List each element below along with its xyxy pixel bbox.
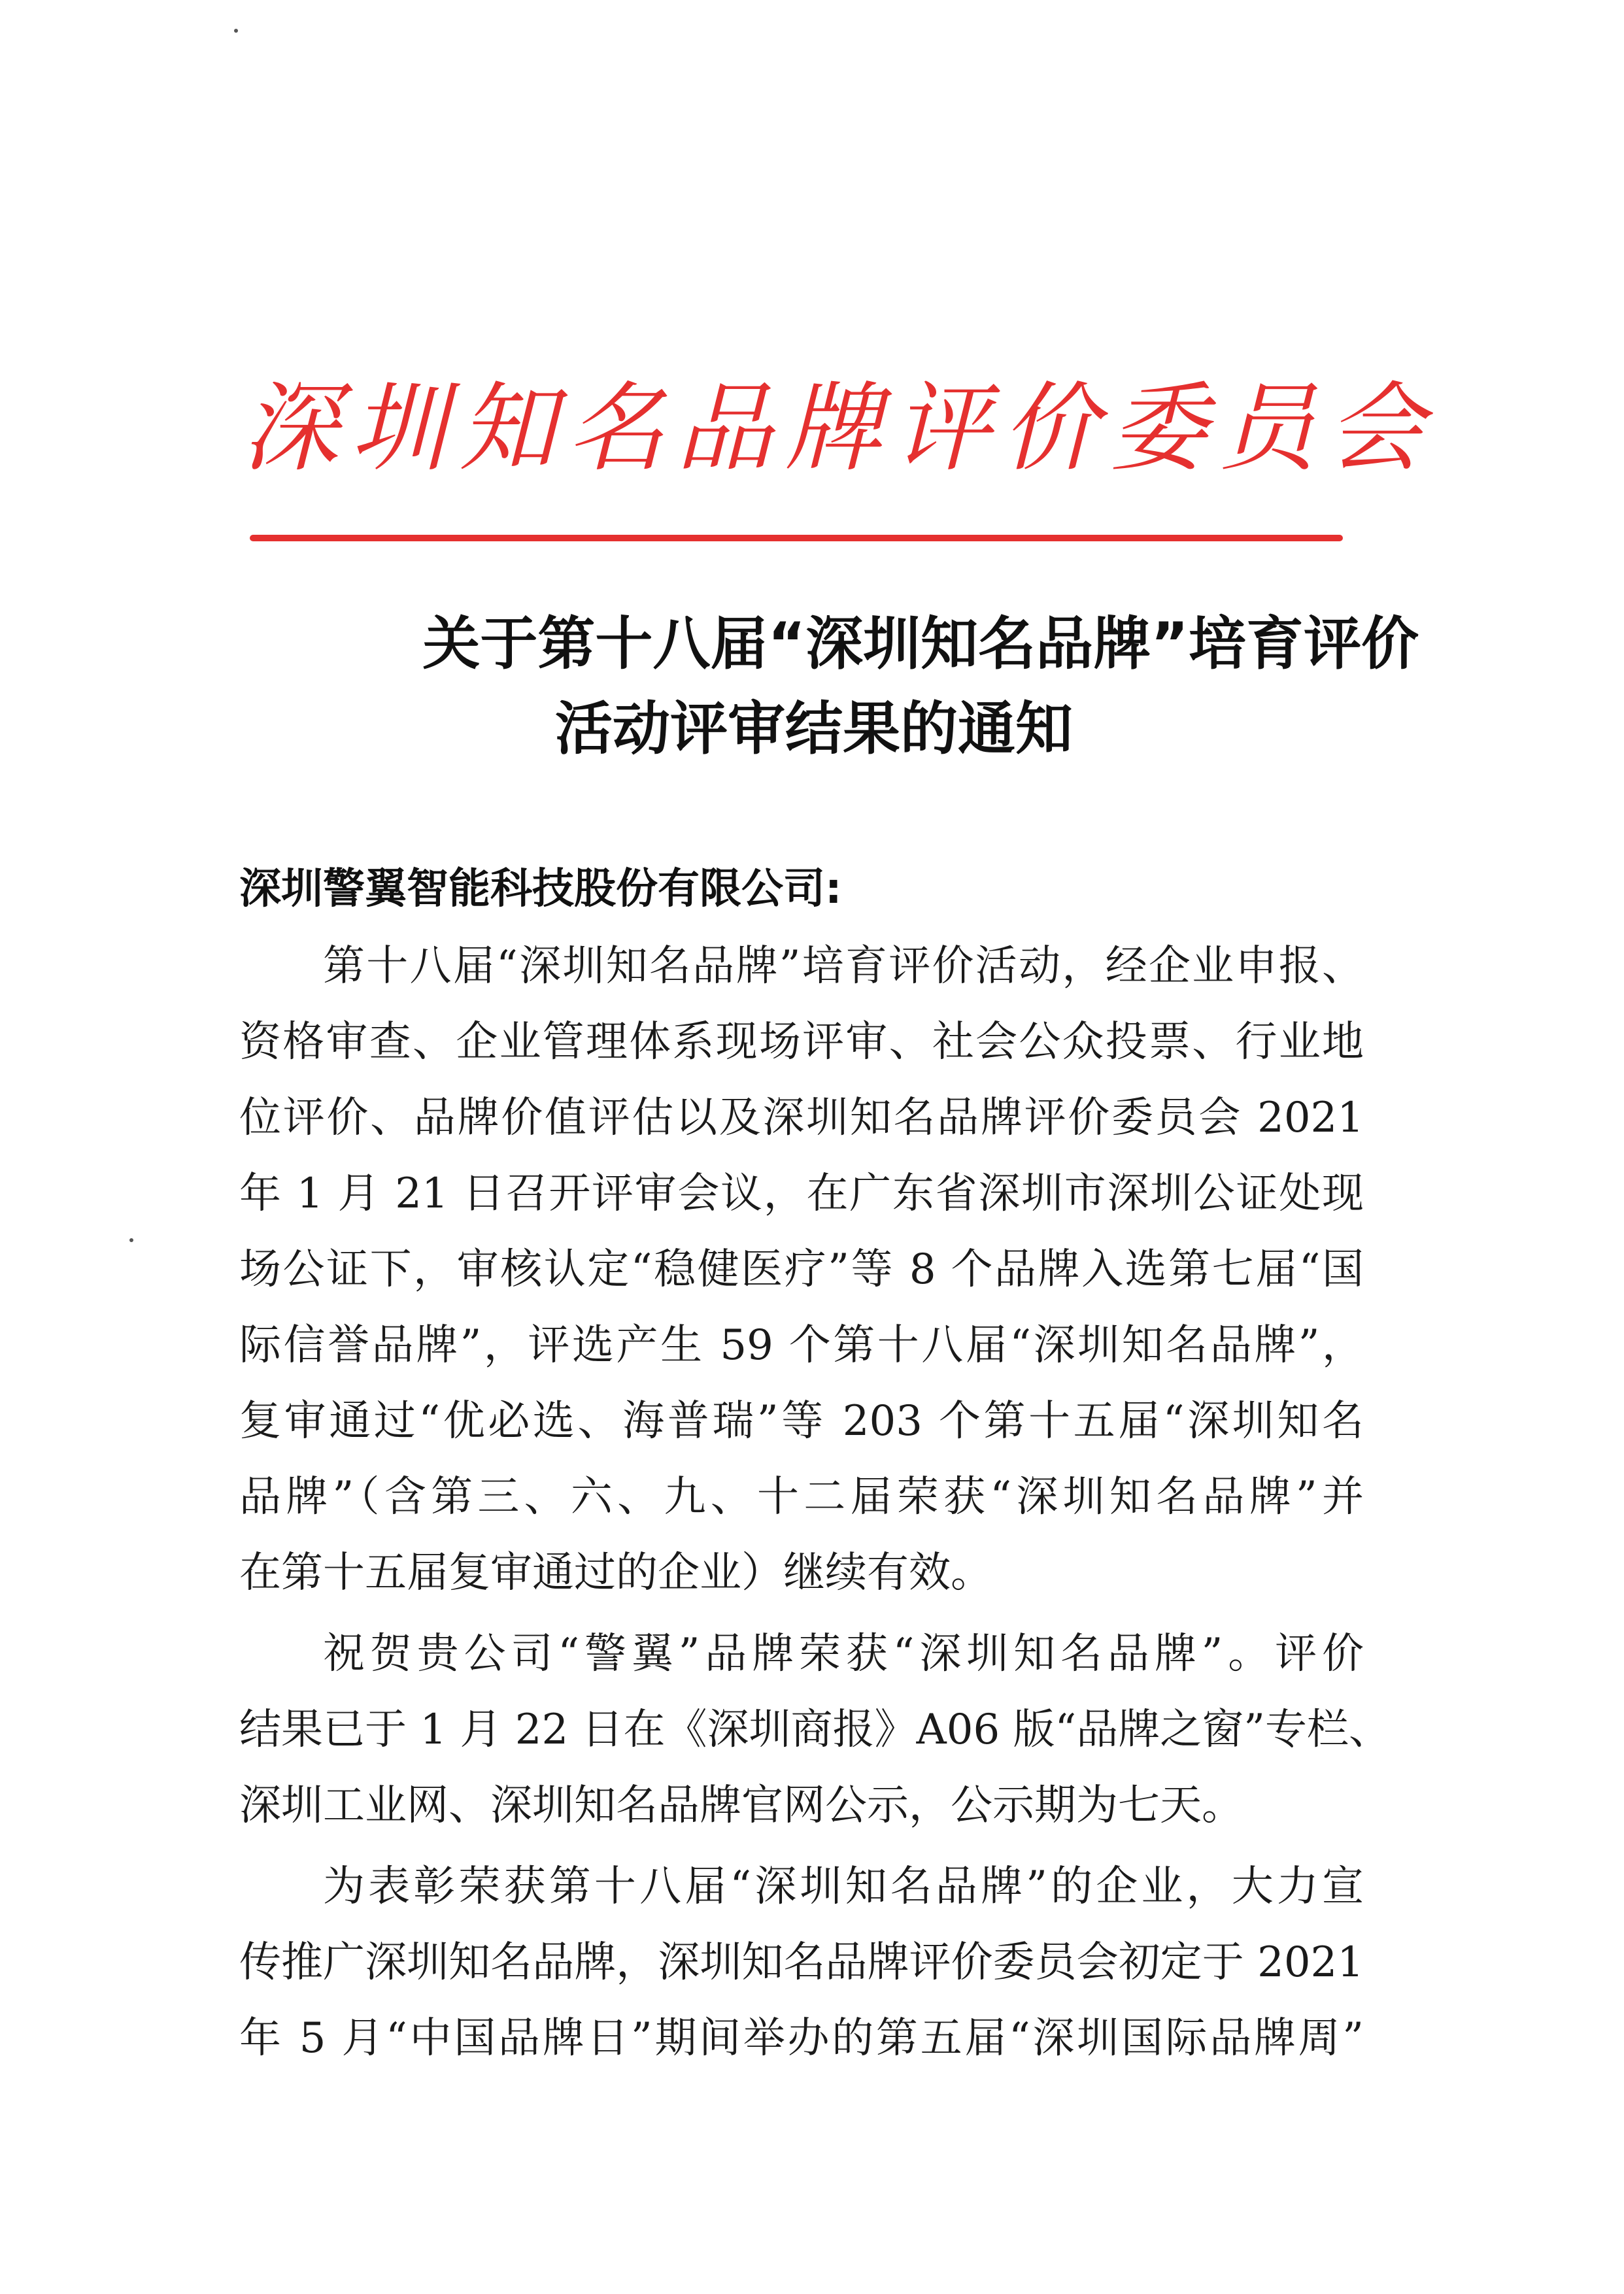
body-line: 资格审查、企业管理体系现场评审、社会公众投票、行业地 xyxy=(239,1018,1364,1066)
scan-speck xyxy=(129,1238,133,1242)
body-line: 品牌”（含第三、六、九、十二届荣获“深圳知名品牌”并 xyxy=(239,1473,1364,1521)
body-line: 位评价、品牌价值评估以及深圳知名品牌评价委员会 2021 xyxy=(239,1094,1364,1142)
letterhead-org-name: 深圳知名品牌评价委员会 xyxy=(242,372,1436,484)
notice-title-line-1: 关于第十八届“深圳知名品牌”培育评价 xyxy=(422,610,1419,677)
body-line: 际信誉品牌”，评选产生 59 个第十八届“深圳知名品牌”， xyxy=(239,1321,1364,1370)
body-line: 传推广深圳知名品牌，深圳知名品牌评价委员会初定于 2021 xyxy=(239,1938,1364,1987)
body-line: 第十八届“深圳知名品牌”培育评价活动，经企业申报、 xyxy=(323,942,1364,990)
scan-speck xyxy=(234,29,238,33)
letterhead-red-rule xyxy=(250,535,1343,541)
body-line: 祝贺贵公司“警翼”品牌荣获“深圳知名品牌”。评价 xyxy=(323,1630,1364,1678)
salutation: 深圳警翼智能科技股份有限公司: xyxy=(239,865,842,913)
body-line: 深圳工业网、深圳知名品牌官网公示，公示期为七天。 xyxy=(239,1781,1243,1830)
body-line: 复审通过“优必选、海普瑞”等 203 个第十五届“深圳知名 xyxy=(239,1397,1364,1445)
notice-title-line-2: 活动评审结果的通知 xyxy=(554,695,1073,762)
body-line: 场公证下，审核认定“稳健医疗”等 8 个品牌入选第七届“国 xyxy=(239,1245,1364,1294)
body-line: 为表彰荣获第十八届“深圳知名品牌”的企业，大力宣 xyxy=(323,1863,1364,1911)
body-line: 在第十五届复审通过的企业）继续有效。 xyxy=(239,1549,992,1597)
notice-body xyxy=(239,928,1391,2076)
body-line: 年 5 月“中国品牌日”期间举办的第五届“深圳国际品牌周” xyxy=(239,2014,1364,2063)
body-line: 年 1 月 21 日召开评审会议，在广东省深圳市深圳公证处现 xyxy=(239,1170,1364,1218)
notice-title xyxy=(196,601,1432,771)
body-line: 结果已于 1 月 22 日在《深圳商报》A06 版“品牌之窗”专栏、 xyxy=(239,1706,1391,1754)
